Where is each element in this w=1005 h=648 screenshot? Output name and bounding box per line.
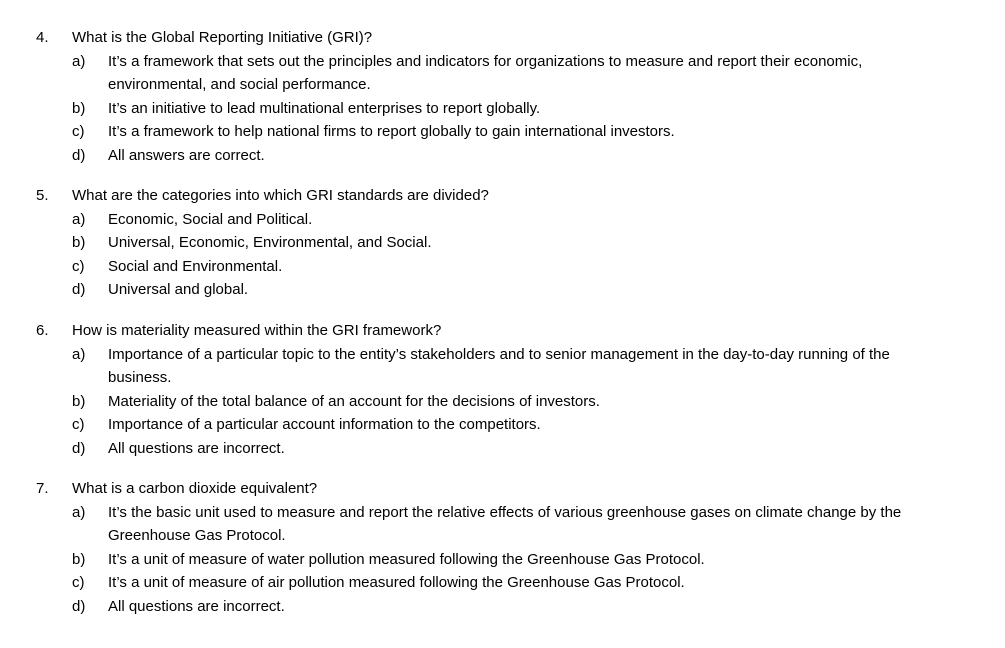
option-list bbox=[0, 208, 1005, 302]
question-number: 5. bbox=[36, 187, 49, 204]
option-text: It’s an initiative to lead multinational enterprises to report globally. bbox=[108, 99, 541, 117]
option-a bbox=[0, 50, 1005, 97]
option-c bbox=[0, 571, 1005, 595]
option-d bbox=[0, 144, 1005, 168]
question-number: 6. bbox=[36, 322, 49, 339]
option-text: It’s the basic unit used to measure and report the relative effects of various greenhouse gases on climate change by the Greenhouse Gas Protocol. bbox=[108, 503, 902, 544]
option-c bbox=[0, 255, 1005, 279]
option-text: All questions are incorrect. bbox=[108, 439, 285, 457]
question-text: How is materiality measured within the GRI framework? bbox=[72, 322, 442, 339]
option-text: Importance of a particular account information to the competitors. bbox=[108, 416, 541, 433]
option-a bbox=[0, 343, 1005, 390]
question-text: What is the Global Reporting Initiative (GRI)? bbox=[72, 29, 373, 46]
option-d bbox=[0, 437, 1005, 461]
option-text: All questions are incorrect. bbox=[108, 597, 285, 615]
option-b bbox=[0, 548, 1005, 572]
option-letter: d) bbox=[72, 597, 86, 615]
option-letter: a) bbox=[72, 503, 86, 521]
option-list bbox=[0, 343, 1005, 461]
option-letter: a) bbox=[72, 52, 86, 70]
question-number: 7. bbox=[36, 480, 49, 497]
option-letter: d) bbox=[72, 146, 86, 164]
option-a bbox=[0, 501, 1005, 548]
option-letter: b) bbox=[72, 392, 86, 410]
option-text: Economic, Social and Political. bbox=[108, 210, 313, 228]
option-letter: c) bbox=[72, 416, 85, 433]
option-b bbox=[0, 97, 1005, 121]
option-letter: b) bbox=[72, 234, 86, 251]
option-text: Materiality of the total balance of an account for the decisions of investors. bbox=[108, 392, 600, 410]
option-text: Universal and global. bbox=[108, 281, 249, 298]
option-c bbox=[0, 120, 1005, 144]
option-letter: a) bbox=[72, 210, 86, 228]
option-list bbox=[0, 501, 1005, 619]
option-letter: b) bbox=[72, 550, 86, 568]
option-letter: c) bbox=[72, 574, 85, 591]
option-text: It’s a framework to help national firms to report globally to gain international investors. bbox=[108, 123, 675, 140]
question-text: What is a carbon dioxide equivalent? bbox=[72, 480, 318, 497]
option-letter: c) bbox=[72, 257, 85, 275]
option-list bbox=[0, 50, 1005, 168]
option-b bbox=[0, 390, 1005, 414]
option-letter: c) bbox=[72, 123, 85, 140]
option-text: All answers are correct. bbox=[108, 146, 265, 164]
option-text: Universal, Economic, Environmental, and Social. bbox=[108, 234, 432, 251]
question-text: What are the categories into which GRI standards are divided? bbox=[72, 187, 489, 204]
option-b bbox=[0, 231, 1005, 255]
option-letter: d) bbox=[72, 281, 86, 298]
option-text: Importance of a particular topic to the entity’s stakeholders and to senior management in the day-to-day running of the business. bbox=[108, 345, 890, 386]
option-c bbox=[0, 413, 1005, 437]
option-letter: a) bbox=[72, 345, 86, 363]
option-a bbox=[0, 208, 1005, 232]
option-text: It’s a unit of measure of air pollution measured following the Greenhouse Gas Protocol. bbox=[108, 574, 685, 591]
option-text: Social and Environmental. bbox=[108, 257, 283, 275]
question-number: 4. bbox=[36, 29, 49, 46]
option-d bbox=[0, 595, 1005, 619]
option-letter: b) bbox=[72, 99, 86, 117]
option-text: It’s a framework that sets out the principles and indicators for organizations to measure and report their economic, environmental, and social performance. bbox=[108, 52, 863, 93]
option-letter: d) bbox=[72, 439, 86, 457]
option-text: It’s a unit of measure of water pollution measured following the Greenhouse Gas Protocol. bbox=[108, 550, 705, 568]
option-d bbox=[0, 278, 1005, 302]
